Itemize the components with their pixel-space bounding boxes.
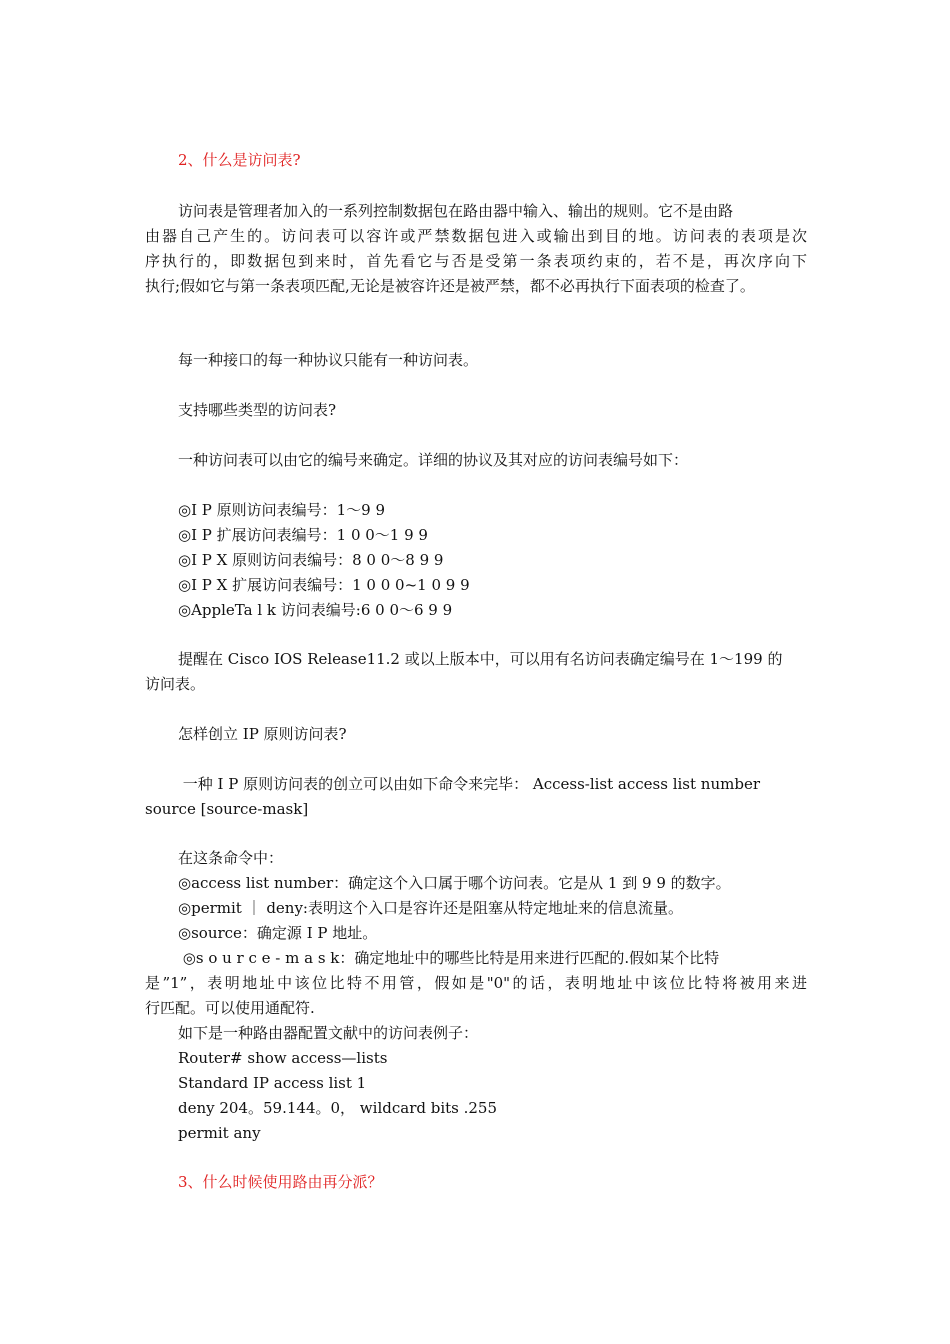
list-item: ◎access list number：确定这个入口属于哪个访问表。它是从 1 到 9 9 的数字。 — [178, 874, 731, 892]
code-line: deny 204。59.144。0， wildcard bits .255 — [178, 1099, 498, 1117]
section-heading: 3、什么时候使用路由再分派？ — [178, 1173, 383, 1191]
paragraph-line: 提醒在 Cisco IOS Release11.2 或以上版本中，可以用有名访问表确定编号在 1～199 的 — [178, 650, 783, 668]
paragraph-line: 行匹配。可以使用通配符. — [145, 999, 315, 1017]
paragraph-line: 在这条命令中： — [178, 849, 284, 867]
code-line: Router# show access—lists — [178, 1049, 388, 1067]
list-item: ◎permit ｜ deny:表明这个入口是容许还是阻塞从特定地址来的信息流量。 — [178, 899, 683, 917]
paragraph-line: 访问表。 — [145, 675, 206, 693]
code-line: permit any — [178, 1124, 261, 1142]
list-item: ◎I P X 扩展访问表编号：1 0 0 0~1 0 9 9 — [178, 576, 470, 594]
list-item: ◎I P X 原则访问表编号：8 0 0～8 9 9 — [178, 551, 444, 569]
paragraph-line: 支持哪些类型的访问表? — [178, 401, 337, 419]
list-item: ◎I P 原则访问表编号：1～9 9 — [178, 501, 386, 519]
paragraph-line: source [source-mask] — [145, 800, 309, 818]
code-line: Standard IP access list 1 — [178, 1074, 367, 1092]
paragraph-line: 是”1”，表明地址中该位比特不用管，假如是"0"的话，表明地址中该位比特将被用来进 — [145, 974, 807, 992]
paragraph-line: 一种 I P 原则访问表的创立可以由如下命令来完毕： Access-list access list number — [178, 775, 760, 793]
paragraph-line: 每一种接口的每一种协议只能有一种访问表。 — [178, 351, 479, 369]
section-heading: 2、什么是访问表? — [178, 151, 301, 169]
paragraph-line: 访问表是管理者加入的一系列控制数据包在路由器中输入、输出的规则。它不是由路 — [178, 202, 734, 220]
paragraph-line: 如下是一种路由器配置文献中的访问表例子： — [178, 1024, 479, 1042]
paragraph-line: 一种访问表可以由它的编号来确定。详细的协议及其对应的访问表编号如下： — [178, 451, 689, 469]
paragraph-line: 执行;假如它与第一条表项匹配,无论是被容许还是被严禁，都不必再执行下面表项的检查了。 — [145, 277, 755, 295]
paragraph-line: 由器自己产生的。访问表可以容许或严禁数据包进入或输出到目的地。访问表的表项是次 — [145, 227, 807, 245]
paragraph-line: ◎s o u r c e - m a s k：确定地址中的哪些比特是用来进行匹配的.假如某个比特 — [178, 949, 720, 967]
list-item: ◎source：确定源 I P 地址。 — [178, 924, 378, 942]
list-item: ◎I P 扩展访问表编号：1 0 0～1 9 9 — [178, 526, 428, 544]
paragraph-line: 序执行的，即数据包到来时，首先看它与否是受第一条表项约束的，若不是，再次序向下 — [145, 252, 807, 270]
paragraph-line: 怎样创立 IP 原则访问表? — [178, 725, 347, 743]
list-item: ◎AppleTa l k 访问表编号:6 0 0～6 9 9 — [178, 601, 453, 619]
